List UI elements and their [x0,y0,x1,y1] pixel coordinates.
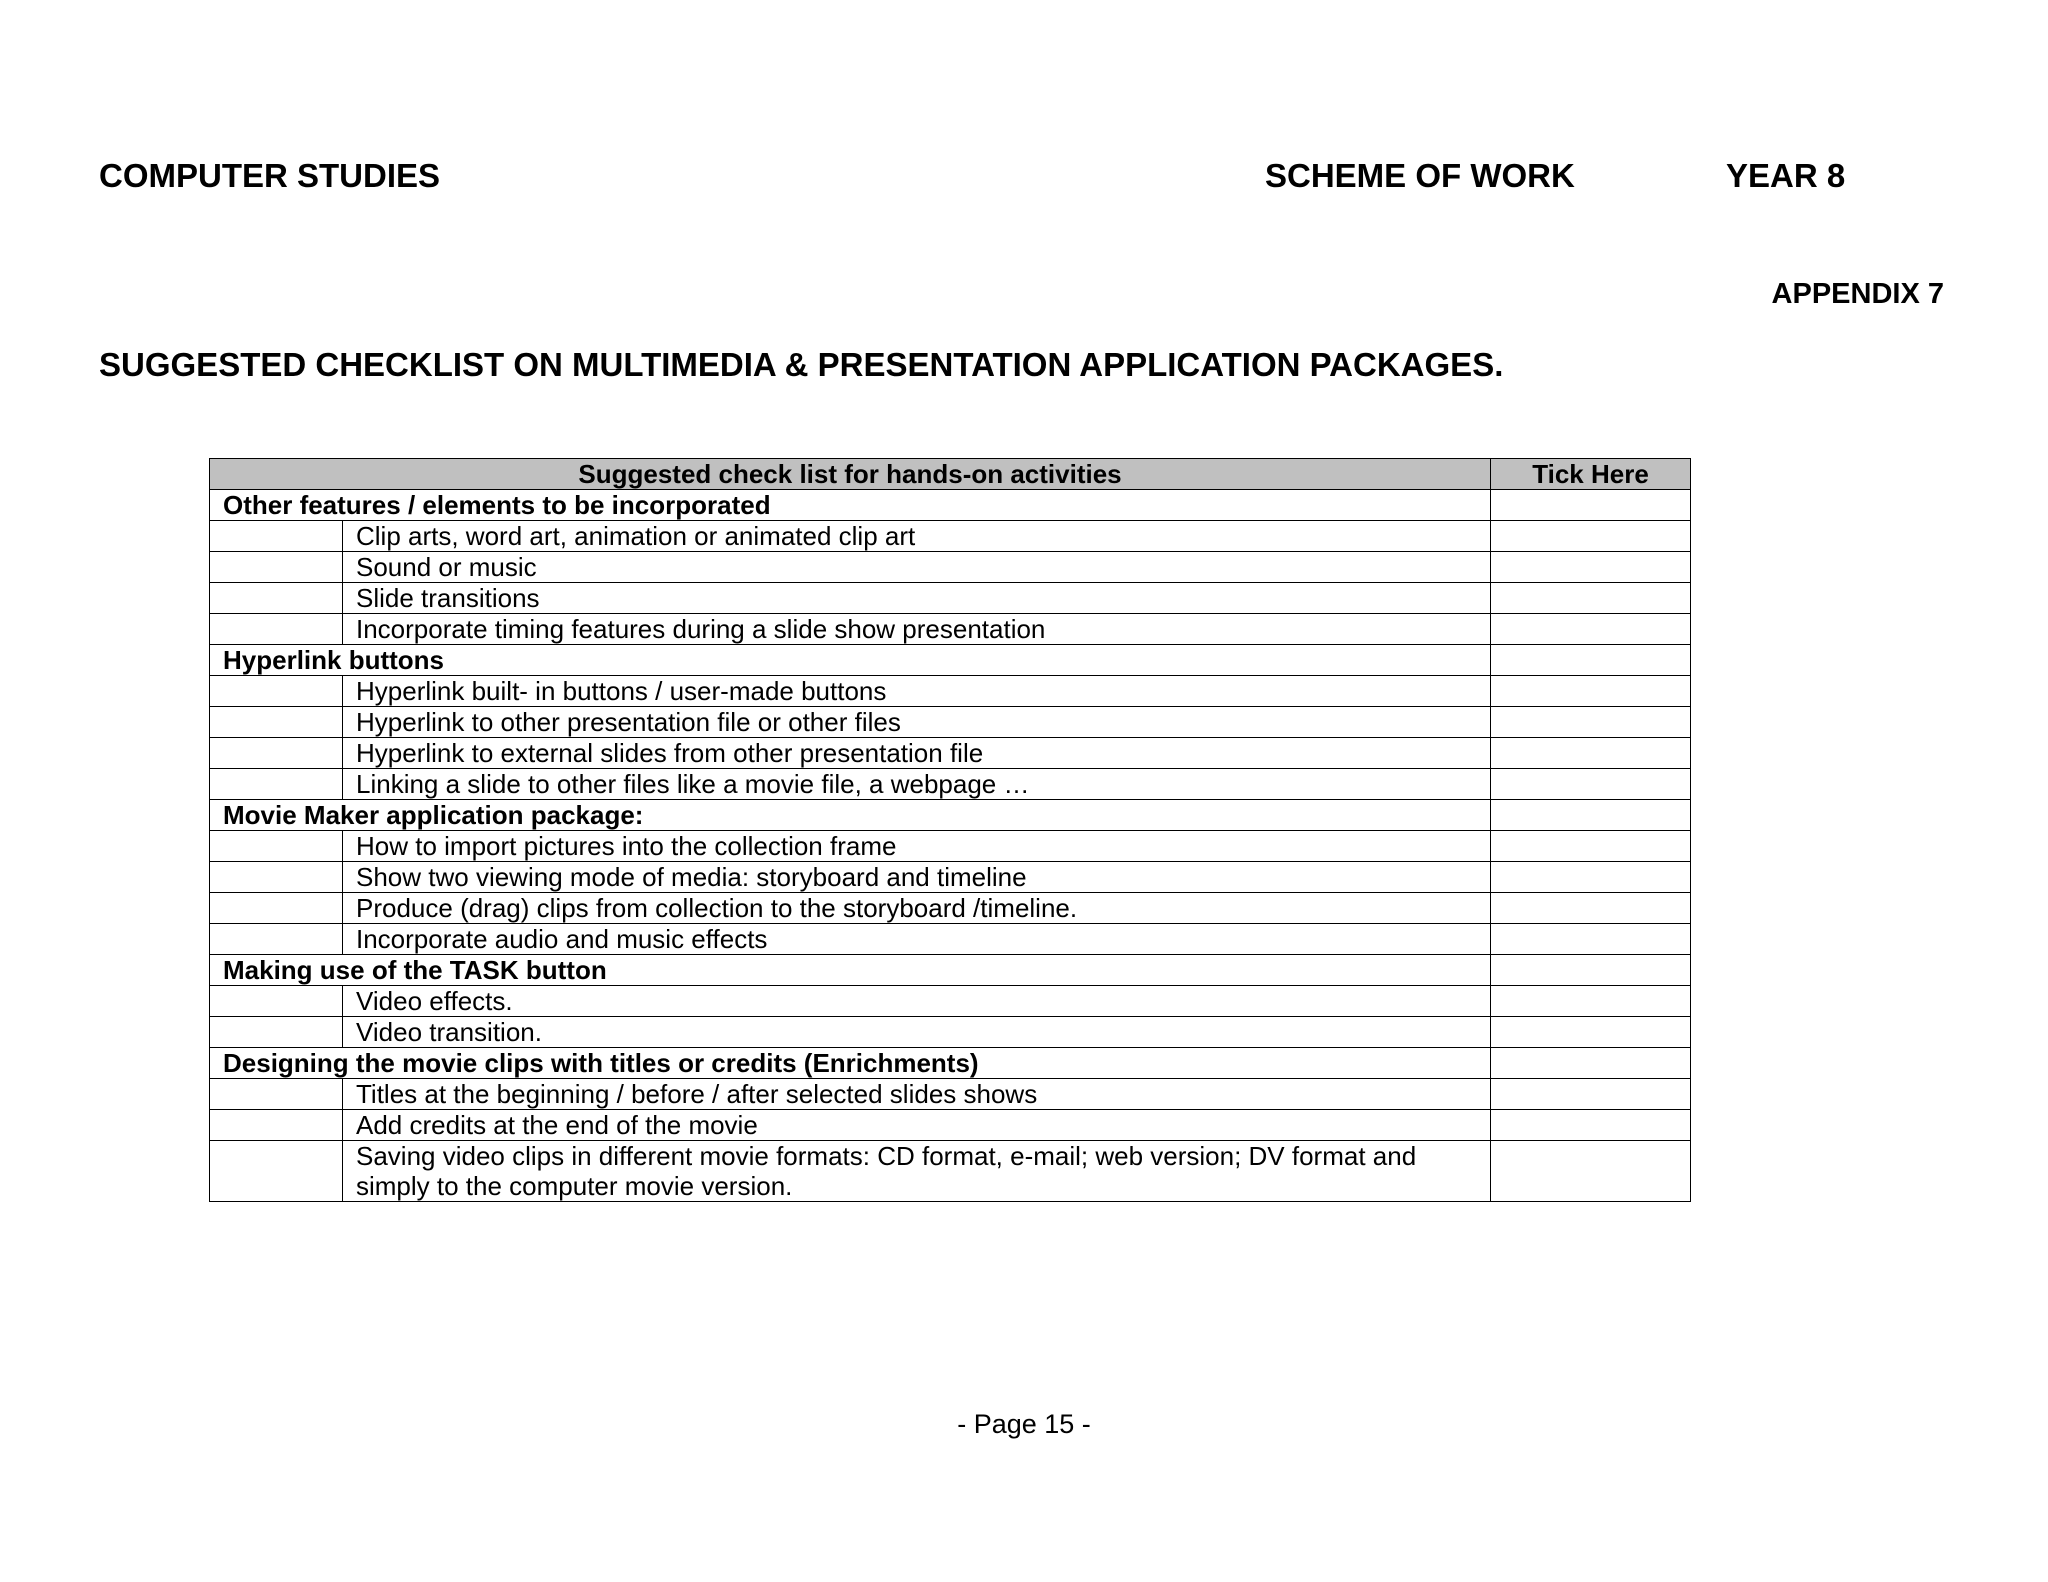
tick-cell[interactable] [1491,1048,1691,1079]
indent-cell [210,862,343,893]
indent-cell [210,583,343,614]
activity-cell: Add credits at the end of the movie [343,1110,1491,1141]
activity-cell: Clip arts, word art, animation or animated clip art [343,521,1491,552]
table-row [210,1110,1691,1141]
tick-cell[interactable] [1491,645,1691,676]
section-row [210,1048,1691,1079]
indent-cell [210,614,343,645]
tick-cell[interactable] [1491,1079,1691,1110]
tick-cell[interactable] [1491,986,1691,1017]
table-row [210,614,1691,645]
tick-cell[interactable] [1491,521,1691,552]
tick-cell[interactable] [1491,490,1691,521]
table-row [210,986,1691,1017]
indent-cell [210,1079,343,1110]
checklist-table [209,458,1691,1202]
indent-cell [210,893,343,924]
tick-cell[interactable] [1491,862,1691,893]
activity-cell: Incorporate timing features during a slide show presentation [343,614,1491,645]
section-heading: Movie Maker application package: [210,800,1491,831]
indent-cell [210,986,343,1017]
tick-cell[interactable] [1491,1110,1691,1141]
section-heading: Hyperlink buttons [210,645,1491,676]
tick-cell[interactable] [1491,738,1691,769]
table-row [210,1079,1691,1110]
indent-cell [210,521,343,552]
section-heading: Designing the movie clips with titles or credits (Enrichments) [210,1048,1491,1079]
indent-cell [210,1141,343,1202]
tick-cell[interactable] [1491,893,1691,924]
activities-column-header: Suggested check list for hands-on activities [210,459,1491,490]
indent-cell [210,676,343,707]
tick-column-header: Tick Here [1491,459,1691,490]
activity-cell: Video transition. [343,1017,1491,1048]
table-header-row [210,459,1691,490]
tick-cell[interactable] [1491,552,1691,583]
tick-cell[interactable] [1491,924,1691,955]
table-row [210,738,1691,769]
activity-cell: How to import pictures into the collection frame [343,831,1491,862]
indent-cell [210,707,343,738]
table-row [210,676,1691,707]
tick-cell[interactable] [1491,1141,1691,1202]
indent-cell [210,924,343,955]
section-row [210,645,1691,676]
table-row [210,862,1691,893]
tick-cell[interactable] [1491,614,1691,645]
activity-cell: Video effects. [343,986,1491,1017]
tick-cell[interactable] [1491,831,1691,862]
table-row [210,769,1691,800]
tick-cell[interactable] [1491,707,1691,738]
indent-cell [210,831,343,862]
table-row [210,583,1691,614]
tick-cell[interactable] [1491,800,1691,831]
table-row [210,924,1691,955]
indent-cell [210,1017,343,1048]
table-row [210,893,1691,924]
table-row [210,1141,1691,1202]
indent-cell [210,1110,343,1141]
table-row [210,707,1691,738]
table-row [210,521,1691,552]
table-row [210,831,1691,862]
page-number: - Page 15 - [957,1409,1091,1439]
activity-cell: Titles at the beginning / before / after selected slides shows [343,1079,1491,1110]
section-heading: Making use of the TASK button [210,955,1491,986]
section-heading: Other features / elements to be incorporated [210,490,1491,521]
table-row [210,1017,1691,1048]
subject-heading: COMPUTER STUDIES [99,157,441,194]
indent-cell [210,738,343,769]
tick-cell[interactable] [1491,1017,1691,1048]
activity-cell: Sound or music [343,552,1491,583]
indent-cell [210,769,343,800]
table-row [210,552,1691,583]
year-heading: YEAR 8 [1726,157,1846,194]
activity-cell: Slide transitions [343,583,1491,614]
activity-cell: Show two viewing mode of media: storyboard and timeline [343,862,1491,893]
activity-cell: Hyperlink to external slides from other presentation file [343,738,1491,769]
scheme-heading: SCHEME OF WORK [1265,157,1575,194]
tick-cell[interactable] [1491,583,1691,614]
document-title: SUGGESTED CHECKLIST ON MULTIMEDIA & PRESENTATION APPLICATION PACKAGES. [99,346,1504,383]
tick-cell[interactable] [1491,955,1691,986]
section-row [210,490,1691,521]
activity-cell: Linking a slide to other files like a movie file, a webpage … [343,769,1491,800]
indent-cell [210,552,343,583]
tick-cell[interactable] [1491,769,1691,800]
section-row [210,955,1691,986]
activity-cell: Incorporate audio and music effects [343,924,1491,955]
activity-cell: Hyperlink to other presentation file or other files [343,707,1491,738]
activity-cell: Produce (drag) clips from collection to the storyboard /timeline. [343,893,1491,924]
activity-cell: Saving video clips in different movie formats: CD format, e-mail; web version; DV format and simply to the computer movie version. [343,1141,1491,1202]
tick-cell[interactable] [1491,676,1691,707]
appendix-label: APPENDIX 7 [1771,278,1944,310]
section-row [210,800,1691,831]
activity-cell: Hyperlink built- in buttons / user-made buttons [343,676,1491,707]
